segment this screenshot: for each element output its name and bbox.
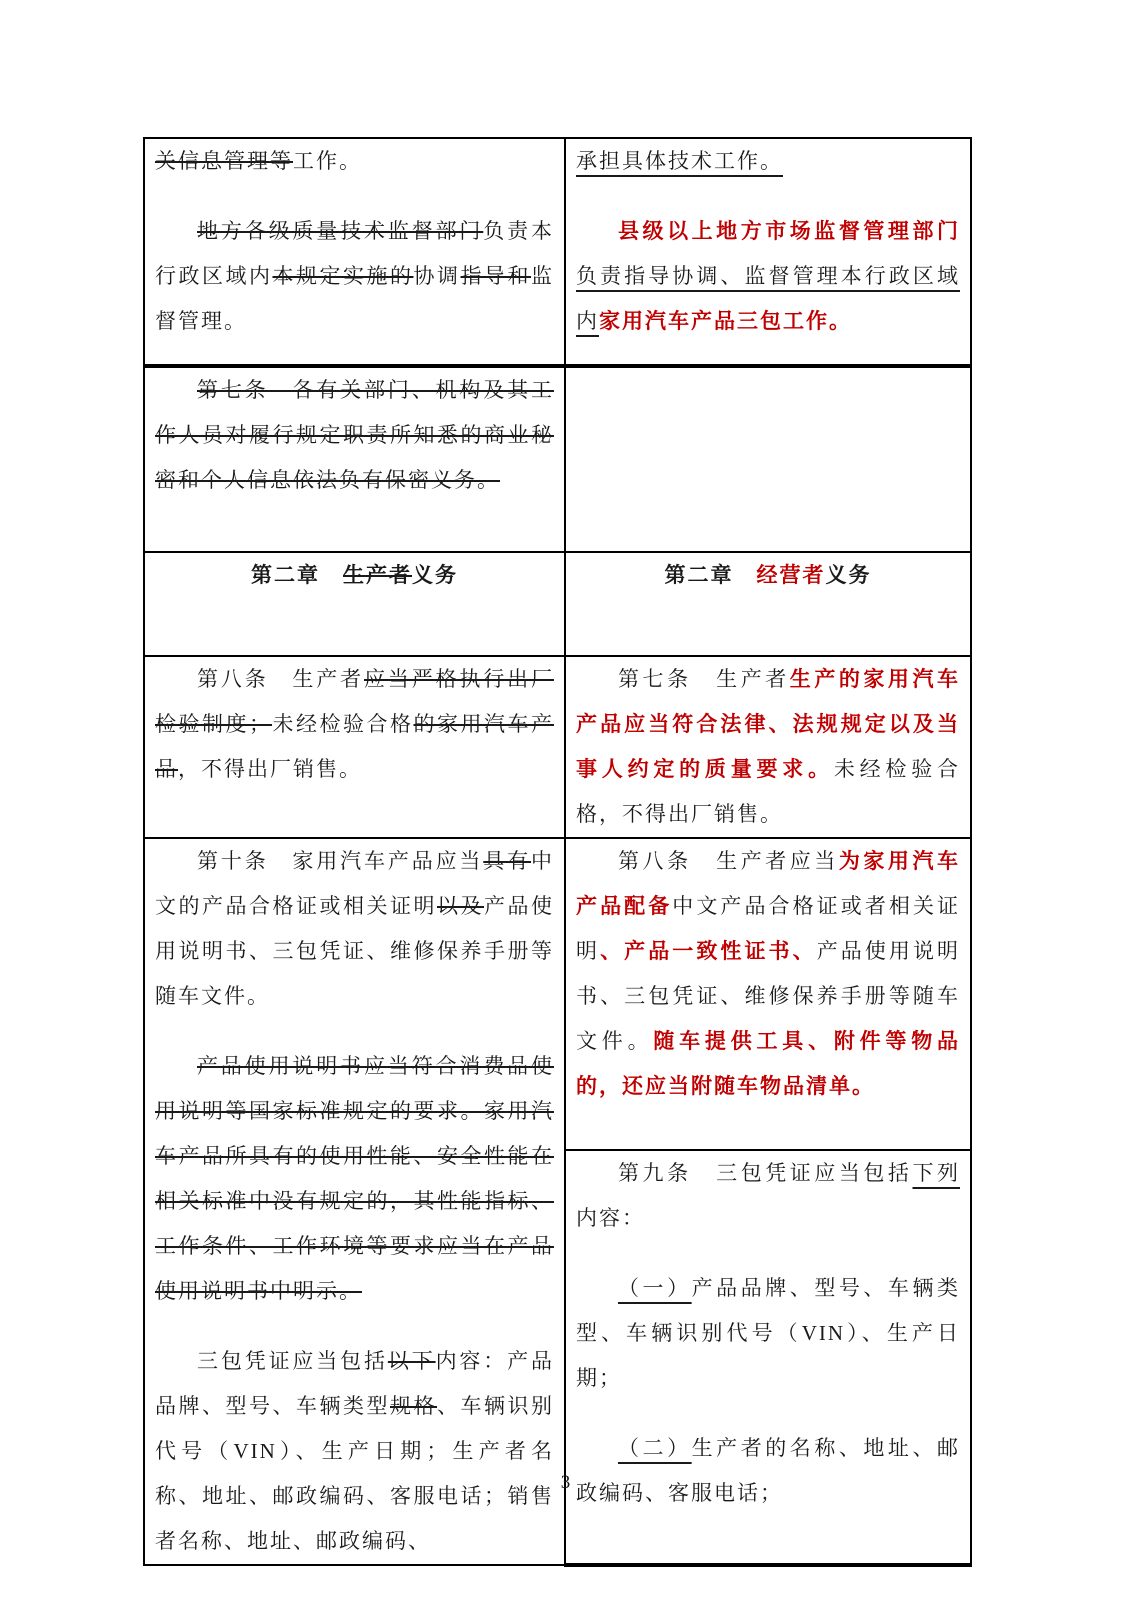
page-number: 3 (560, 1472, 571, 1493)
cell-new-article8 (565, 838, 971, 1150)
text-run: 义务 (825, 563, 872, 587)
text-run: 第八条 生产者 (197, 667, 364, 691)
comparison-table (143, 137, 972, 1567)
text-run: 具有 (483, 849, 532, 873)
text-run: 第二章 (664, 563, 757, 587)
text-run: 本规定实施的 (272, 264, 414, 288)
table-row (144, 552, 971, 656)
text-run: ，不得出厂销售。 (178, 757, 362, 781)
text-run: 协调 (413, 264, 461, 288)
paragraph (155, 553, 554, 598)
text-run: 关信息管理等 (155, 149, 293, 173)
paragraph (155, 1044, 554, 1314)
paragraph (155, 657, 554, 792)
table-row (144, 366, 971, 552)
cell-old-continued-text (144, 138, 565, 366)
paragraph (155, 209, 554, 344)
paragraph (576, 553, 960, 598)
paragraph (576, 209, 960, 344)
text-run: 监督管理。 (155, 264, 554, 333)
text-run: 生产者的名称、地址、邮政编码、客服电话； (576, 1436, 961, 1506)
text-run: 工作。 (293, 149, 362, 173)
text-run: 、车辆识别代号（VIN）、生产日期；生产者名称、地址、邮政编码、客服电话；销售者名称、地址、邮政编码、 (155, 1394, 554, 1553)
text-run: 为家用汽车产品配备 (576, 849, 961, 918)
text-run: 第七条 各有关部门、机构及其工作人员对履行规定职责所知悉的商业秘密和个人信息依法负有保密义务。 (155, 378, 554, 492)
text-run: 产品品牌、型号、车辆类型、车辆识别代号（VIN）、生产日期； (576, 1276, 961, 1391)
text-run: 生产者 (343, 563, 412, 587)
table-row (144, 656, 971, 838)
text-run: 经营者 (756, 563, 826, 587)
text-run: 的家用汽车产品 (155, 712, 554, 781)
paragraph (155, 139, 554, 184)
text-run: 内容： (576, 1206, 645, 1231)
text-run: 第二章 (251, 563, 343, 587)
paragraph (576, 1266, 960, 1401)
paragraph (155, 1339, 554, 1564)
text-run: 家用汽车产品三包工作。 (599, 309, 852, 333)
cell-old-article7 (144, 366, 565, 552)
text-run: 应当严格执行出厂检验制度； (155, 667, 554, 736)
paragraph (576, 839, 960, 1109)
text-run: 义务 (412, 563, 458, 587)
cell-new-empty (565, 366, 971, 552)
text-run: 县级以上地方市场监督管理部门 (618, 219, 960, 243)
cell-new-article7 (565, 656, 971, 838)
paragraph (576, 139, 960, 184)
cell-new-chapter2-heading (565, 552, 971, 656)
text-run: 三包凭证应当包括 (197, 1349, 388, 1373)
cell-old-article10 (144, 838, 565, 1565)
text-run: 负责指导协调、监督管理本行政区域内 (576, 264, 960, 333)
table-row (144, 138, 971, 366)
text-run: 负责本行政区域内 (155, 219, 555, 288)
cell-new-continued-text (565, 138, 971, 366)
text-run: 下列 (912, 1161, 961, 1186)
text-run: （二） (618, 1436, 692, 1461)
text-run: 第十条 家用汽车产品应当 (197, 849, 484, 873)
paragraph (576, 1151, 960, 1241)
text-run: 中文产品合格证或者相关证明 (576, 894, 961, 963)
text-run: 、产品一致性证书、 (600, 939, 817, 963)
text-run: 产品使用说明书应当符合消费品使用说明等国家标准规定的要求。家用汽车产品所具有的使用性能、安全性能在相关标准中没有规定的，其性能指标、工作条件、工作环境等要求应当在产品使用说明书中明示。 (155, 1054, 554, 1303)
cell-old-chapter2-heading (144, 552, 565, 656)
cell-new-article9 (565, 1150, 971, 1565)
text-run: 地方各级质量技术监督部门 (197, 219, 484, 243)
paragraph (576, 657, 960, 837)
paragraph (155, 368, 554, 503)
text-run: 内容：产品品牌、型号、车辆类型 (155, 1349, 555, 1418)
text-run: 以及 (437, 894, 484, 918)
text-run: 随车提供工具、附件等物品的，还应当附随车物品清单。 (576, 1029, 961, 1098)
cell-old-article8 (144, 656, 565, 838)
text-run: 第八条 生产者应当 (618, 849, 839, 873)
text-run: 规格 (390, 1394, 437, 1418)
text-run: 未经检验合格，不得出厂销售。 (576, 757, 961, 826)
table-row (144, 838, 971, 1150)
text-run: 以下 (387, 1349, 436, 1373)
text-run: 产品使用说明书、三包凭证、维修保养手册等随车文件。 (155, 894, 554, 1008)
text-run: 指导和 (460, 264, 531, 288)
text-run: 生产的家用汽车产品应当符合法律、法规规定以及当事人约定的质量要求。 (576, 667, 961, 781)
text-run: 承担具体技术工作。 (576, 149, 783, 173)
text-run: 未经检验合格 (272, 712, 414, 736)
text-run: 第七条 生产者 (618, 667, 790, 691)
text-run: 中文的产品合格证或相关证明 (155, 849, 555, 918)
text-run: （一） (618, 1276, 692, 1301)
paragraph (155, 839, 554, 1019)
text-run: 产品使用说明书、三包凭证、维修保养手册等随车文件。 (576, 939, 961, 1053)
text-run: 第九条 三包凭证应当包括 (618, 1161, 913, 1186)
